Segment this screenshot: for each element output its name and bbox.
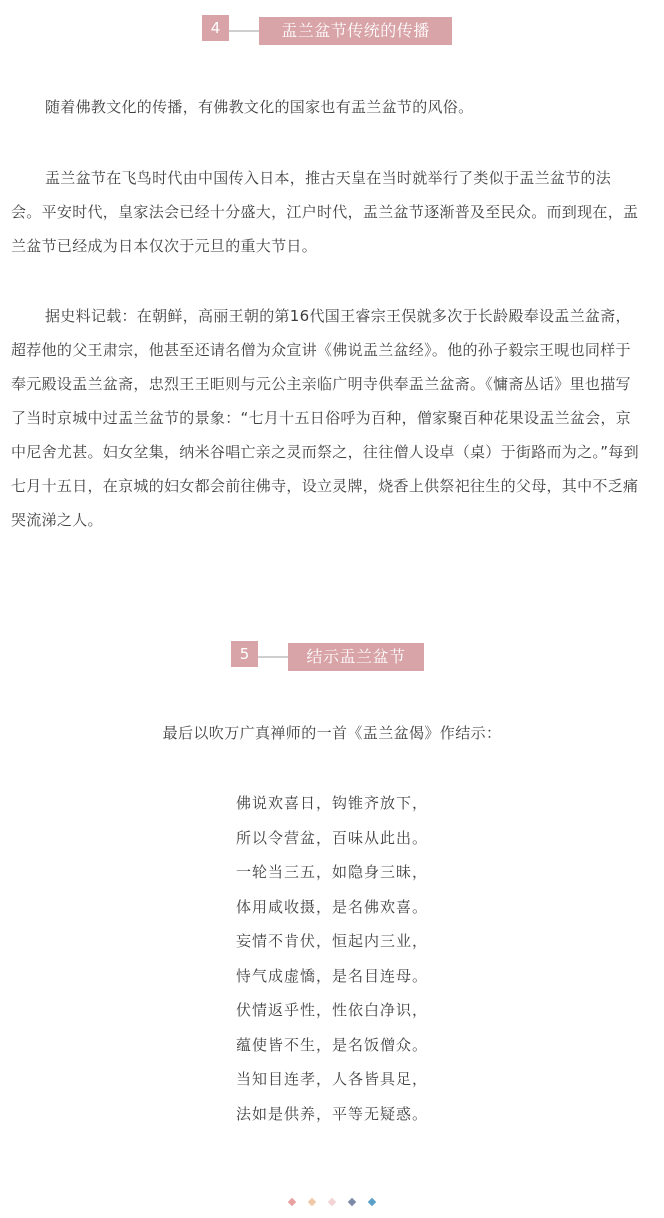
poem-line: 所以令营盆，百味从此出。 bbox=[235, 828, 428, 847]
poem-line: 蕴使皆不生，是名饭僧众。 bbox=[235, 1035, 428, 1054]
poem-line: 当知目连孝，人各皆具足， bbox=[235, 1070, 428, 1088]
poem-intro: 最后以吹万广真禅师的一首《盂兰盆偈》作结示： bbox=[162, 724, 502, 742]
paragraph-3: 据史料记载：在朝鲜，高丽王朝的第16代国王睿宗王俣就多次于长龄殿奉设盂兰盆斋，超荐他的父王肃宗，他甚至还请名僧为众宣讲《佛说盂兰盆经》。他的孙子毅宗王晛也同样于奉元殿设盂兰盆斋，忠烈王王昛则与元公主亲临广明寺供奉盂兰盆斋。《慵斋丛话》里也描写了当时京城中过盂兰盆节的景象：“七月十五日俗呼为百种，僧家聚百种花果设盂兰盆会，京中尼舍尤甚。妇女坌集，纳米谷唱亡亲之灵而祭之，往往僧人设卓（桌）于街路而为之。”每到七月十五日，在京城的妇女都会前往佛寺，设立灵牌，烧香上供祭祀往生的父母，其中不乏痛哭流涕之人。 bbox=[11, 307, 639, 529]
poem-line: 一轮当三五，如隐身三昧， bbox=[235, 863, 428, 881]
section-5-header bbox=[0, 641, 664, 671]
section-connector-line bbox=[258, 656, 290, 658]
section-4-header bbox=[0, 15, 664, 45]
diamond-icon bbox=[348, 1198, 356, 1206]
decorative-dots bbox=[0, 1199, 664, 1205]
section-title: 盂兰盆节传统的传播 bbox=[259, 17, 452, 45]
paragraph-2: 盂兰盆节在飞鸟时代由中国传入日本，推古天皇在当时就举行了类似于盂兰盆节的法会。平安时代，皇家法会已经十分盛大，江户时代，盂兰盆节逐渐普及至民众。而到现在，盂兰盆节已经成为日本仅次于元旦的重大节日。 bbox=[11, 169, 639, 255]
poem-line: 法如是供养，平等无疑惑。 bbox=[235, 1104, 428, 1123]
poem-line: 恃气成虚憍，是名目连母。 bbox=[235, 966, 428, 985]
diamond-icon bbox=[288, 1198, 296, 1206]
diamond-icon bbox=[308, 1198, 316, 1206]
section-number: 5 bbox=[231, 641, 258, 667]
section-title: 结示盂兰盆节 bbox=[288, 643, 424, 671]
diamond-icon bbox=[328, 1198, 336, 1206]
poem-line: 伏情返乎性，性依白净识， bbox=[235, 1001, 428, 1019]
poem-line: 妄情不肯伏，恒起内三业， bbox=[235, 932, 428, 950]
section-connector-line bbox=[229, 30, 261, 32]
diamond-icon bbox=[368, 1198, 376, 1206]
poem-line: 佛说欢喜日，钩锥齐放下， bbox=[235, 794, 428, 812]
paragraph-1: 随着佛教文化的传播，有佛教文化的国家也有盂兰盆节的风俗。 bbox=[45, 98, 474, 116]
section-number: 4 bbox=[202, 15, 229, 41]
poem-line: 体用咸收摄，是名佛欢喜。 bbox=[235, 897, 428, 916]
poem bbox=[0, 786, 664, 1131]
